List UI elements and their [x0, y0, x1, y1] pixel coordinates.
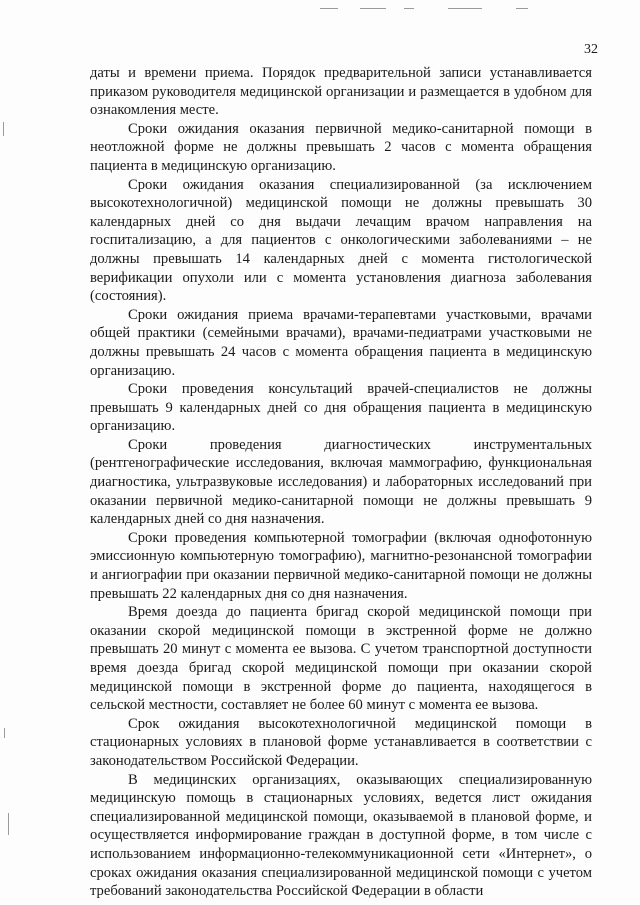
paragraph: Срок ожидания высокотехнологичной медицинской помощи в стационарных условиях в плановой форме устанавливается в соответствии с законодательством Российской Федерации.: [90, 715, 592, 769]
paragraph: В медицинских организациях, оказывающих специализированную медицинскую помощь в стационарных условиях, ведется лист ожидания специализированной медицинской помощи, оказываемой в плановой форме, и осуществляется информирование граждан в доступной форме, в том числе с использованием информационно-телекоммуникационной сети «Интернет», о сроках ожидания оказания специализированной медицинской помощи с учетом требований законодательства Российской Федерации в области: [90, 771, 592, 900]
scan-artifact-left: [4, 728, 5, 738]
scan-artifact-top: [320, 8, 620, 9]
paragraph: Сроки проведения диагностических инструментальных (рентгенографические исследования, включая маммографию, функциональная диагностика, ультразвуковые исследования) и лабораторных исследований при оказании первичной медико-санитарной помощи не должны превышать 9 календарных дней со дня назначения.: [90, 436, 592, 528]
paragraph: Сроки ожидания приема врачами-терапевтами участковыми, врачами общей практики (семейными врачами), врачами-педиатрами участковыми не должны превышать 24 часов с момента обращения пациента в медицинскую организацию.: [90, 306, 592, 379]
page-number: 32: [584, 42, 598, 57]
paragraph: Сроки проведения консультаций врачей-специалистов не должны превышать 9 календарных дней со дня обращения пациента в медицинскую организацию.: [90, 381, 592, 435]
paragraph: Сроки ожидания оказания первичной медико-санитарной помощи в неотложной форме не должны превышать 2 часов с момента обращения пациента в медицинскую организацию.: [90, 120, 592, 174]
document-body: [90, 64, 592, 901]
paragraph: Сроки проведения компьютерной томографии (включая однофотонную эмиссионную компьютерную томографию), магнитно-резонансной томографии и ангиографии при оказании первичной медико-санитарной помощи не должны превышать 22 календарных дня со дня назначения.: [90, 529, 592, 602]
scan-artifact-left: [8, 813, 9, 835]
paragraph: Время доезда до пациента бригад скорой медицинской помощи при оказании скорой медицинской помощи в экстренной форме не должно превышать 20 минут с момента ее вызова. С учетом транспортной доступности время доезда бригад скорой медицинской помощи при оказании скорой медицинской помощи в экстренной форме до пациента, находящегося в сельской местности, составляет не более 60 минут с момента ее вызова.: [90, 604, 592, 714]
paragraph: Сроки ожидания оказания специализированной (за исключением высокотехнологичной) медицинской помощи не должны превышать 30 календарных дней со дня выдачи лечащим врачом направления на госпитализацию, а для пациентов с онкологическими заболеваниями – не должны превышать 14 календарных дней с момента гистологической верификации опухоли или с момента установления диагноза заболевания (состояния).: [90, 176, 592, 305]
scan-artifact-left: [3, 122, 4, 136]
paragraph: даты и времени приема. Порядок предварительной записи устанавливается приказом руководителя медицинской организации и размещается в удобном для ознакомления месте.: [90, 65, 592, 119]
